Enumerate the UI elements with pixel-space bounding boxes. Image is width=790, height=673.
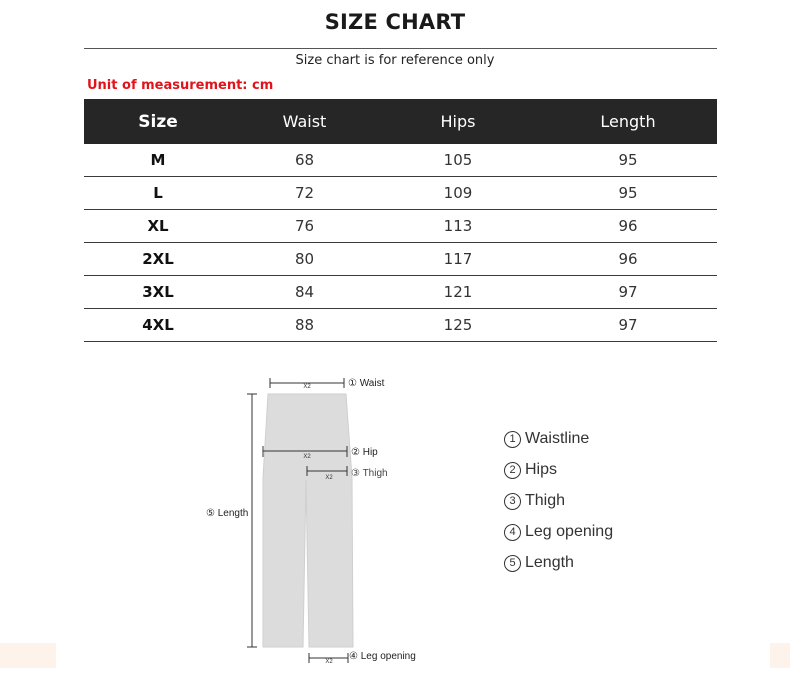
legend-item xyxy=(504,523,613,554)
cell-length: 95 xyxy=(539,177,717,210)
header-waist: Waist xyxy=(232,99,377,144)
corner-decoration-right xyxy=(770,643,790,668)
size-table xyxy=(84,99,717,342)
cell-size: 3XL xyxy=(84,276,232,309)
legend-text: Waistline xyxy=(525,430,590,447)
legend-number: 2 xyxy=(504,462,521,479)
length-measure xyxy=(247,394,257,647)
corner-decoration-left xyxy=(0,643,56,668)
title-divider xyxy=(84,48,717,49)
page-title: SIZE CHART xyxy=(324,10,466,34)
cell-length: 95 xyxy=(539,144,717,177)
cell-waist: 72 xyxy=(232,177,377,210)
legend-item xyxy=(504,492,613,523)
table-row xyxy=(84,309,717,342)
cell-length: 97 xyxy=(539,276,717,309)
table-row xyxy=(84,243,717,276)
legend-item xyxy=(504,430,613,461)
cell-length: 96 xyxy=(539,243,717,276)
cell-length: 97 xyxy=(539,309,717,342)
length-label: ⑤ Length xyxy=(206,508,249,519)
cell-size: L xyxy=(84,177,232,210)
legend-number: 3 xyxy=(504,493,521,510)
pants-measurement-diagram xyxy=(196,370,436,670)
cell-size: M xyxy=(84,144,232,177)
cell-waist: 80 xyxy=(232,243,377,276)
cell-length: 96 xyxy=(539,210,717,243)
legend-number: 1 xyxy=(504,431,521,448)
header-size: Size xyxy=(84,99,232,144)
leg-opening-x2-label: X2 xyxy=(325,659,333,665)
cell-size: 2XL xyxy=(84,243,232,276)
table-row xyxy=(84,177,717,210)
legend-text: Thigh xyxy=(525,492,566,509)
legend-number: 5 xyxy=(504,555,521,572)
table-header-row xyxy=(84,99,717,144)
legend-text: Leg opening xyxy=(525,523,614,540)
pants-silhouette xyxy=(263,394,353,647)
subtitle: Size chart is for reference only xyxy=(295,53,495,68)
cell-hips: 113 xyxy=(377,210,539,243)
legend-number: 4 xyxy=(504,524,521,541)
header-length: Length xyxy=(539,99,717,144)
table-row xyxy=(84,144,717,177)
cell-waist: 84 xyxy=(232,276,377,309)
legend-item xyxy=(504,461,613,492)
legend-text: Length xyxy=(525,554,574,571)
unit-note: Unit of measurement: cm xyxy=(87,78,274,93)
cell-hips: 105 xyxy=(377,144,539,177)
cell-size: 4XL xyxy=(84,309,232,342)
measurement-legend xyxy=(504,430,613,585)
header-hips: Hips xyxy=(377,99,539,144)
cell-hips: 109 xyxy=(377,177,539,210)
table-row xyxy=(84,210,717,243)
waist-x2-label: X2 xyxy=(303,384,311,390)
hip-label: ② Hip xyxy=(351,447,378,458)
thigh-label: ③ Thigh xyxy=(351,468,388,479)
hip-x2-label: X2 xyxy=(303,454,311,460)
cell-hips: 117 xyxy=(377,243,539,276)
cell-hips: 125 xyxy=(377,309,539,342)
cell-waist: 76 xyxy=(232,210,377,243)
table-row xyxy=(84,276,717,309)
waist-label: ① Waist xyxy=(348,378,385,389)
legend-item xyxy=(504,554,613,585)
cell-size: XL xyxy=(84,210,232,243)
leg-opening-label: ④ Leg opening xyxy=(349,651,416,662)
legend-text: Hips xyxy=(525,461,558,478)
cell-waist: 68 xyxy=(232,144,377,177)
thigh-x2-label: X2 xyxy=(325,475,333,481)
cell-hips: 121 xyxy=(377,276,539,309)
cell-waist: 88 xyxy=(232,309,377,342)
